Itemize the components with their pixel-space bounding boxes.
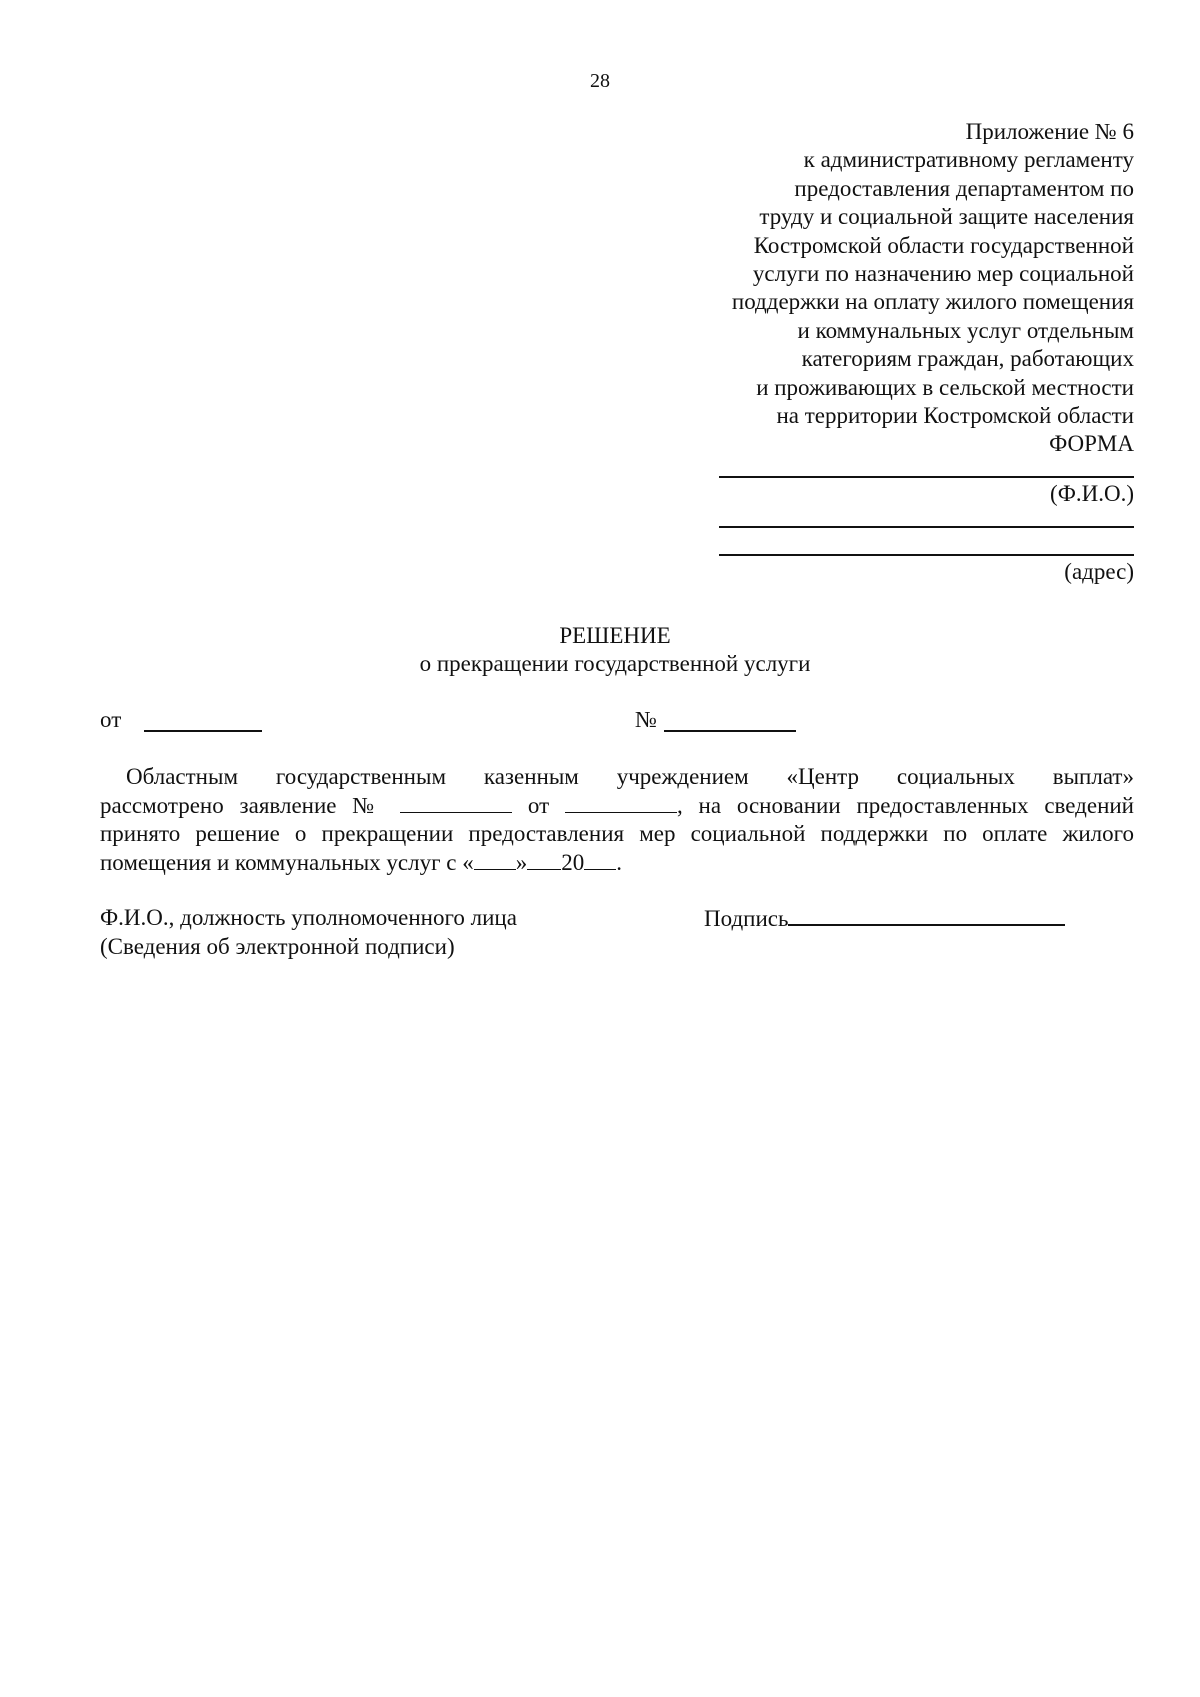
body-line-2-text-c: , на основании предоставленных сведений (676, 792, 1134, 818)
body-line-4-text-c: 20 (561, 849, 585, 875)
date-number-line (100, 705, 1140, 735)
number-label: № (635, 707, 657, 732)
body-line-3: принято решение о прекращении предоставления мер социальной поддержки по оплате жилого (100, 821, 1134, 846)
recipient-block (719, 476, 1134, 586)
appendix-line: категориям граждан, работающих (801, 346, 1134, 372)
fio-caption: (Ф.И.О.) (1050, 481, 1134, 506)
appendix-line: труду и социальной защите населения (759, 204, 1134, 230)
body-line-4 (100, 849, 1134, 878)
signature-blank[interactable] (788, 904, 1065, 926)
fio-blank-line[interactable] (719, 476, 1134, 478)
esign-label: (Сведения об электронной подписи) (100, 933, 455, 959)
from-label: от (100, 707, 122, 732)
day-blank[interactable] (474, 849, 516, 870)
body-line-1: Областным государственным казенным учреждением «Центр социальных выплат» (126, 764, 1134, 789)
appendix-line: и коммунальных услуг отдельным (797, 317, 1134, 343)
official-label: Ф.И.О., должность уполномоченного лица (100, 905, 517, 930)
appendix-line: на территории Костромской области (776, 403, 1134, 429)
month-blank[interactable] (527, 849, 561, 870)
appendix-line: и проживающих в сельской местности (756, 374, 1134, 400)
body-line-2-text-a: рассмотрено заявление № (100, 792, 385, 818)
appendix-line: поддержки на оплату жилого помещения (731, 289, 1134, 315)
appendix-header (574, 118, 1134, 459)
year-blank[interactable] (584, 849, 616, 870)
form-label: ФОРМА (1049, 431, 1134, 457)
body-line-4-text-a: помещения и коммунальных услуг с « (100, 849, 474, 875)
signature-label: Подпись (704, 906, 789, 931)
body-line-2 (100, 792, 1134, 821)
official-info (100, 904, 517, 961)
appendix-line: к административному регламенту (803, 147, 1134, 173)
body-line-4-text-b: » (515, 849, 528, 875)
application-number-blank[interactable] (400, 792, 512, 813)
decision-subtitle: о прекращении государственной услуги (419, 651, 811, 676)
address-caption: (адрес) (1064, 559, 1134, 584)
body-line-2-text-b: от (527, 792, 550, 818)
appendix-line: предоставления департаментом по (794, 175, 1134, 201)
appendix-line: услуги по назначению мер социальной (752, 261, 1134, 287)
appendix-line: Приложение № 6 (965, 119, 1134, 144)
decision-body (100, 763, 1134, 877)
signature-field (704, 904, 1065, 934)
address-blank-line-1[interactable] (719, 526, 1134, 528)
decision-title: РЕШЕНИЕ (559, 623, 671, 648)
date-blank[interactable] (144, 730, 262, 732)
decision-title-block (0, 622, 1200, 678)
address-blank-line-2[interactable] (719, 554, 1134, 556)
number-blank[interactable] (664, 730, 796, 732)
application-date-blank[interactable] (565, 792, 677, 813)
page-number: 28 (590, 70, 610, 92)
appendix-line: Костромской области государственной (753, 232, 1134, 258)
body-line-4-text-d: . (616, 849, 623, 875)
